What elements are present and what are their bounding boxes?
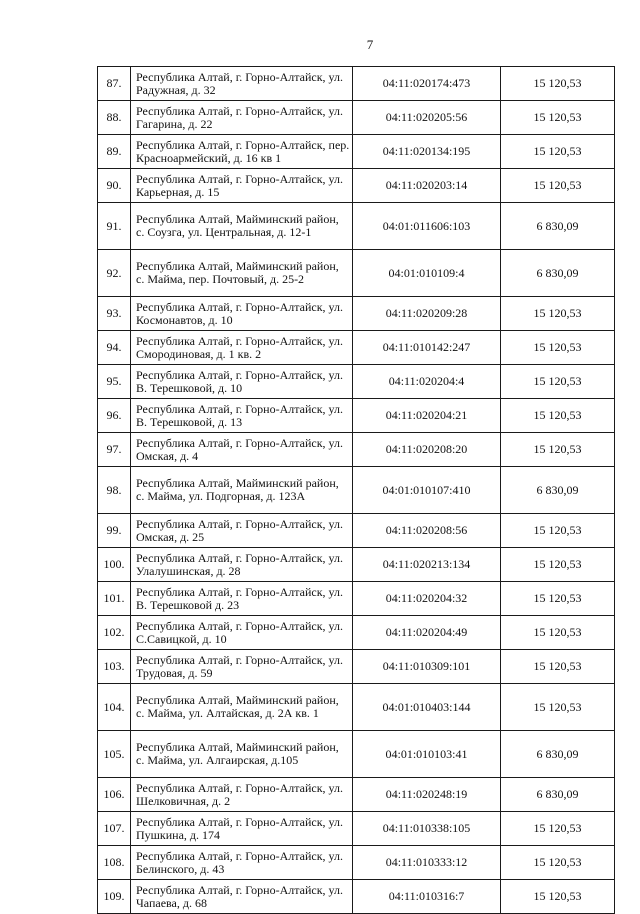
cadastral-number-cell: 04:11:020208:56 [353,514,501,548]
cadastral-number-cell: 04:01:010109:4 [353,250,501,297]
value-cell: 6 830,09 [501,731,615,778]
table-row [98,846,615,880]
address-cell: Республика Алтай, г. Горно-Алтайск, ул. Омская, д. 25 [131,514,353,548]
row-number-cell: 87. [98,67,131,101]
row-number-cell: 106. [98,778,131,812]
table-row [98,203,615,250]
address-cell: Республика Алтай, г. Горно-Алтайск, ул. Радужная, д. 32 [131,67,353,101]
cadastral-number-cell: 04:11:020248:19 [353,778,501,812]
row-number-cell: 100. [98,548,131,582]
value-cell: 15 120,53 [501,684,615,731]
value-cell: 15 120,53 [501,880,615,914]
row-number-cell: 97. [98,433,131,467]
address-cell: Республика Алтай, Майминский район, с. Майма, ул. Алтайская, д. 2А кв. 1 [131,684,353,731]
row-number-cell: 96. [98,399,131,433]
address-cell: Республика Алтай, г. Горно-Алтайск, ул. Трудовая, д. 59 [131,650,353,684]
row-number-cell: 101. [98,582,131,616]
value-cell: 15 120,53 [501,169,615,203]
address-cell: Республика Алтай, г. Горно-Алтайск, ул. С.Савицкой, д. 10 [131,616,353,650]
row-number-cell: 104. [98,684,131,731]
value-cell: 6 830,09 [501,250,615,297]
value-cell: 15 120,53 [501,548,615,582]
cadastral-number-cell: 04:11:010142:247 [353,331,501,365]
row-number-cell: 90. [98,169,131,203]
row-number-cell: 108. [98,846,131,880]
row-number-cell: 102. [98,616,131,650]
cadastral-number-cell: 04:11:010316:7 [353,880,501,914]
property-table-body [98,67,615,914]
address-cell: Республика Алтай, г. Горно-Алтайск, ул. Шелковичная, д. 2 [131,778,353,812]
cadastral-number-cell: 04:11:020204:21 [353,399,501,433]
value-cell: 15 120,53 [501,365,615,399]
cadastral-number-cell: 04:11:010333:12 [353,846,501,880]
value-cell: 15 120,53 [501,616,615,650]
address-cell: Республика Алтай, г. Горно-Алтайск, ул. Белинского, д. 43 [131,846,353,880]
row-number-cell: 103. [98,650,131,684]
cadastral-number-cell: 04:11:010309:101 [353,650,501,684]
value-cell: 15 120,53 [501,135,615,169]
address-cell: Республика Алтай, г. Горно-Алтайск, ул. В. Терешковой д. 23 [131,582,353,616]
address-cell: Республика Алтай, г. Горно-Алтайск, ул. Пушкина, д. 174 [131,812,353,846]
table-row [98,731,615,778]
row-number-cell: 107. [98,812,131,846]
value-cell: 15 120,53 [501,812,615,846]
cadastral-number-cell: 04:11:020205:56 [353,101,501,135]
cadastral-number-cell: 04:11:020174:473 [353,67,501,101]
cadastral-number-cell: 04:11:020203:14 [353,169,501,203]
value-cell: 6 830,09 [501,778,615,812]
value-cell: 15 120,53 [501,67,615,101]
table-row [98,582,615,616]
cadastral-number-cell: 04:01:010103:41 [353,731,501,778]
address-cell: Республика Алтай, г. Горно-Алтайск, ул. Улалушинская, д. 28 [131,548,353,582]
page-number: 7 [366,37,374,52]
address-cell: Республика Алтай, г. Горно-Алтайск, ул. Смородиновая, д. 1 кв. 2 [131,331,353,365]
table-row [98,684,615,731]
value-cell: 15 120,53 [501,514,615,548]
row-number-cell: 93. [98,297,131,331]
table-row [98,331,615,365]
address-cell: Республика Алтай, Майминский район, с. Майма, ул. Алгаирская, д.105 [131,731,353,778]
row-number-cell: 92. [98,250,131,297]
table-row [98,101,615,135]
address-cell: Республика Алтай, Майминский район, с. Майма, ул. Подгорная, д. 123А [131,467,353,514]
address-cell: Республика Алтай, Майминский район, с. Соузга, ул. Центральная, д. 12-1 [131,203,353,250]
cadastral-number-cell: 04:11:020204:4 [353,365,501,399]
value-cell: 15 120,53 [501,433,615,467]
table-row [98,135,615,169]
address-cell: Республика Алтай, г. Горно-Алтайск, ул. Чапаева, д. 68 [131,880,353,914]
row-number-cell: 91. [98,203,131,250]
table-row [98,548,615,582]
value-cell: 15 120,53 [501,399,615,433]
cadastral-number-cell: 04:01:010107:410 [353,467,501,514]
table-row [98,880,615,914]
value-cell: 15 120,53 [501,297,615,331]
address-cell: Республика Алтай, Майминский район, с. Майма, пер. Почтовый, д. 25-2 [131,250,353,297]
row-number-cell: 109. [98,880,131,914]
address-cell: Республика Алтай, г. Горно-Алтайск, ул. Омская, д. 4 [131,433,353,467]
address-cell: Республика Алтай, г. Горно-Алтайск, пер. Красноармейский, д. 16 кв 1 [131,135,353,169]
address-cell: Республика Алтай, г. Горно-Алтайск, ул. Карьерная, д. 15 [131,169,353,203]
address-cell: Республика Алтай, г. Горно-Алтайск, ул. В. Терешковой, д. 13 [131,399,353,433]
value-cell: 15 120,53 [501,846,615,880]
table-row [98,616,615,650]
table-row [98,467,615,514]
row-number-cell: 98. [98,467,131,514]
cadastral-number-cell: 04:11:020208:20 [353,433,501,467]
cadastral-number-cell: 04:11:020209:28 [353,297,501,331]
value-cell: 6 830,09 [501,467,615,514]
value-cell: 6 830,09 [501,203,615,250]
cadastral-number-cell: 04:01:010403:144 [353,684,501,731]
row-number-cell: 95. [98,365,131,399]
table-row [98,297,615,331]
address-cell: Республика Алтай, г. Горно-Алтайск, ул. В. Терешковой, д. 10 [131,365,353,399]
value-cell: 15 120,53 [501,101,615,135]
property-table [97,66,615,914]
table-row [98,812,615,846]
address-cell: Республика Алтай, г. Горно-Алтайск, ул. Космонавтов, д. 10 [131,297,353,331]
cadastral-number-cell: 04:11:020204:32 [353,582,501,616]
cadastral-number-cell: 04:01:011606:103 [353,203,501,250]
row-number-cell: 89. [98,135,131,169]
row-number-cell: 99. [98,514,131,548]
cadastral-number-cell: 04:11:020204:49 [353,616,501,650]
table-row [98,778,615,812]
table-row [98,250,615,297]
table-row [98,514,615,548]
value-cell: 15 120,53 [501,331,615,365]
cadastral-number-cell: 04:11:020213:134 [353,548,501,582]
row-number-cell: 105. [98,731,131,778]
table-row [98,650,615,684]
table-row [98,365,615,399]
table-row [98,399,615,433]
table-row [98,169,615,203]
cadastral-number-cell: 04:11:020134:195 [353,135,501,169]
value-cell: 15 120,53 [501,650,615,684]
address-cell: Республика Алтай, г. Горно-Алтайск, ул. Гагарина, д. 22 [131,101,353,135]
row-number-cell: 88. [98,101,131,135]
table-row [98,67,615,101]
value-cell: 15 120,53 [501,582,615,616]
cadastral-number-cell: 04:11:010338:105 [353,812,501,846]
row-number-cell: 94. [98,331,131,365]
table-row [98,433,615,467]
